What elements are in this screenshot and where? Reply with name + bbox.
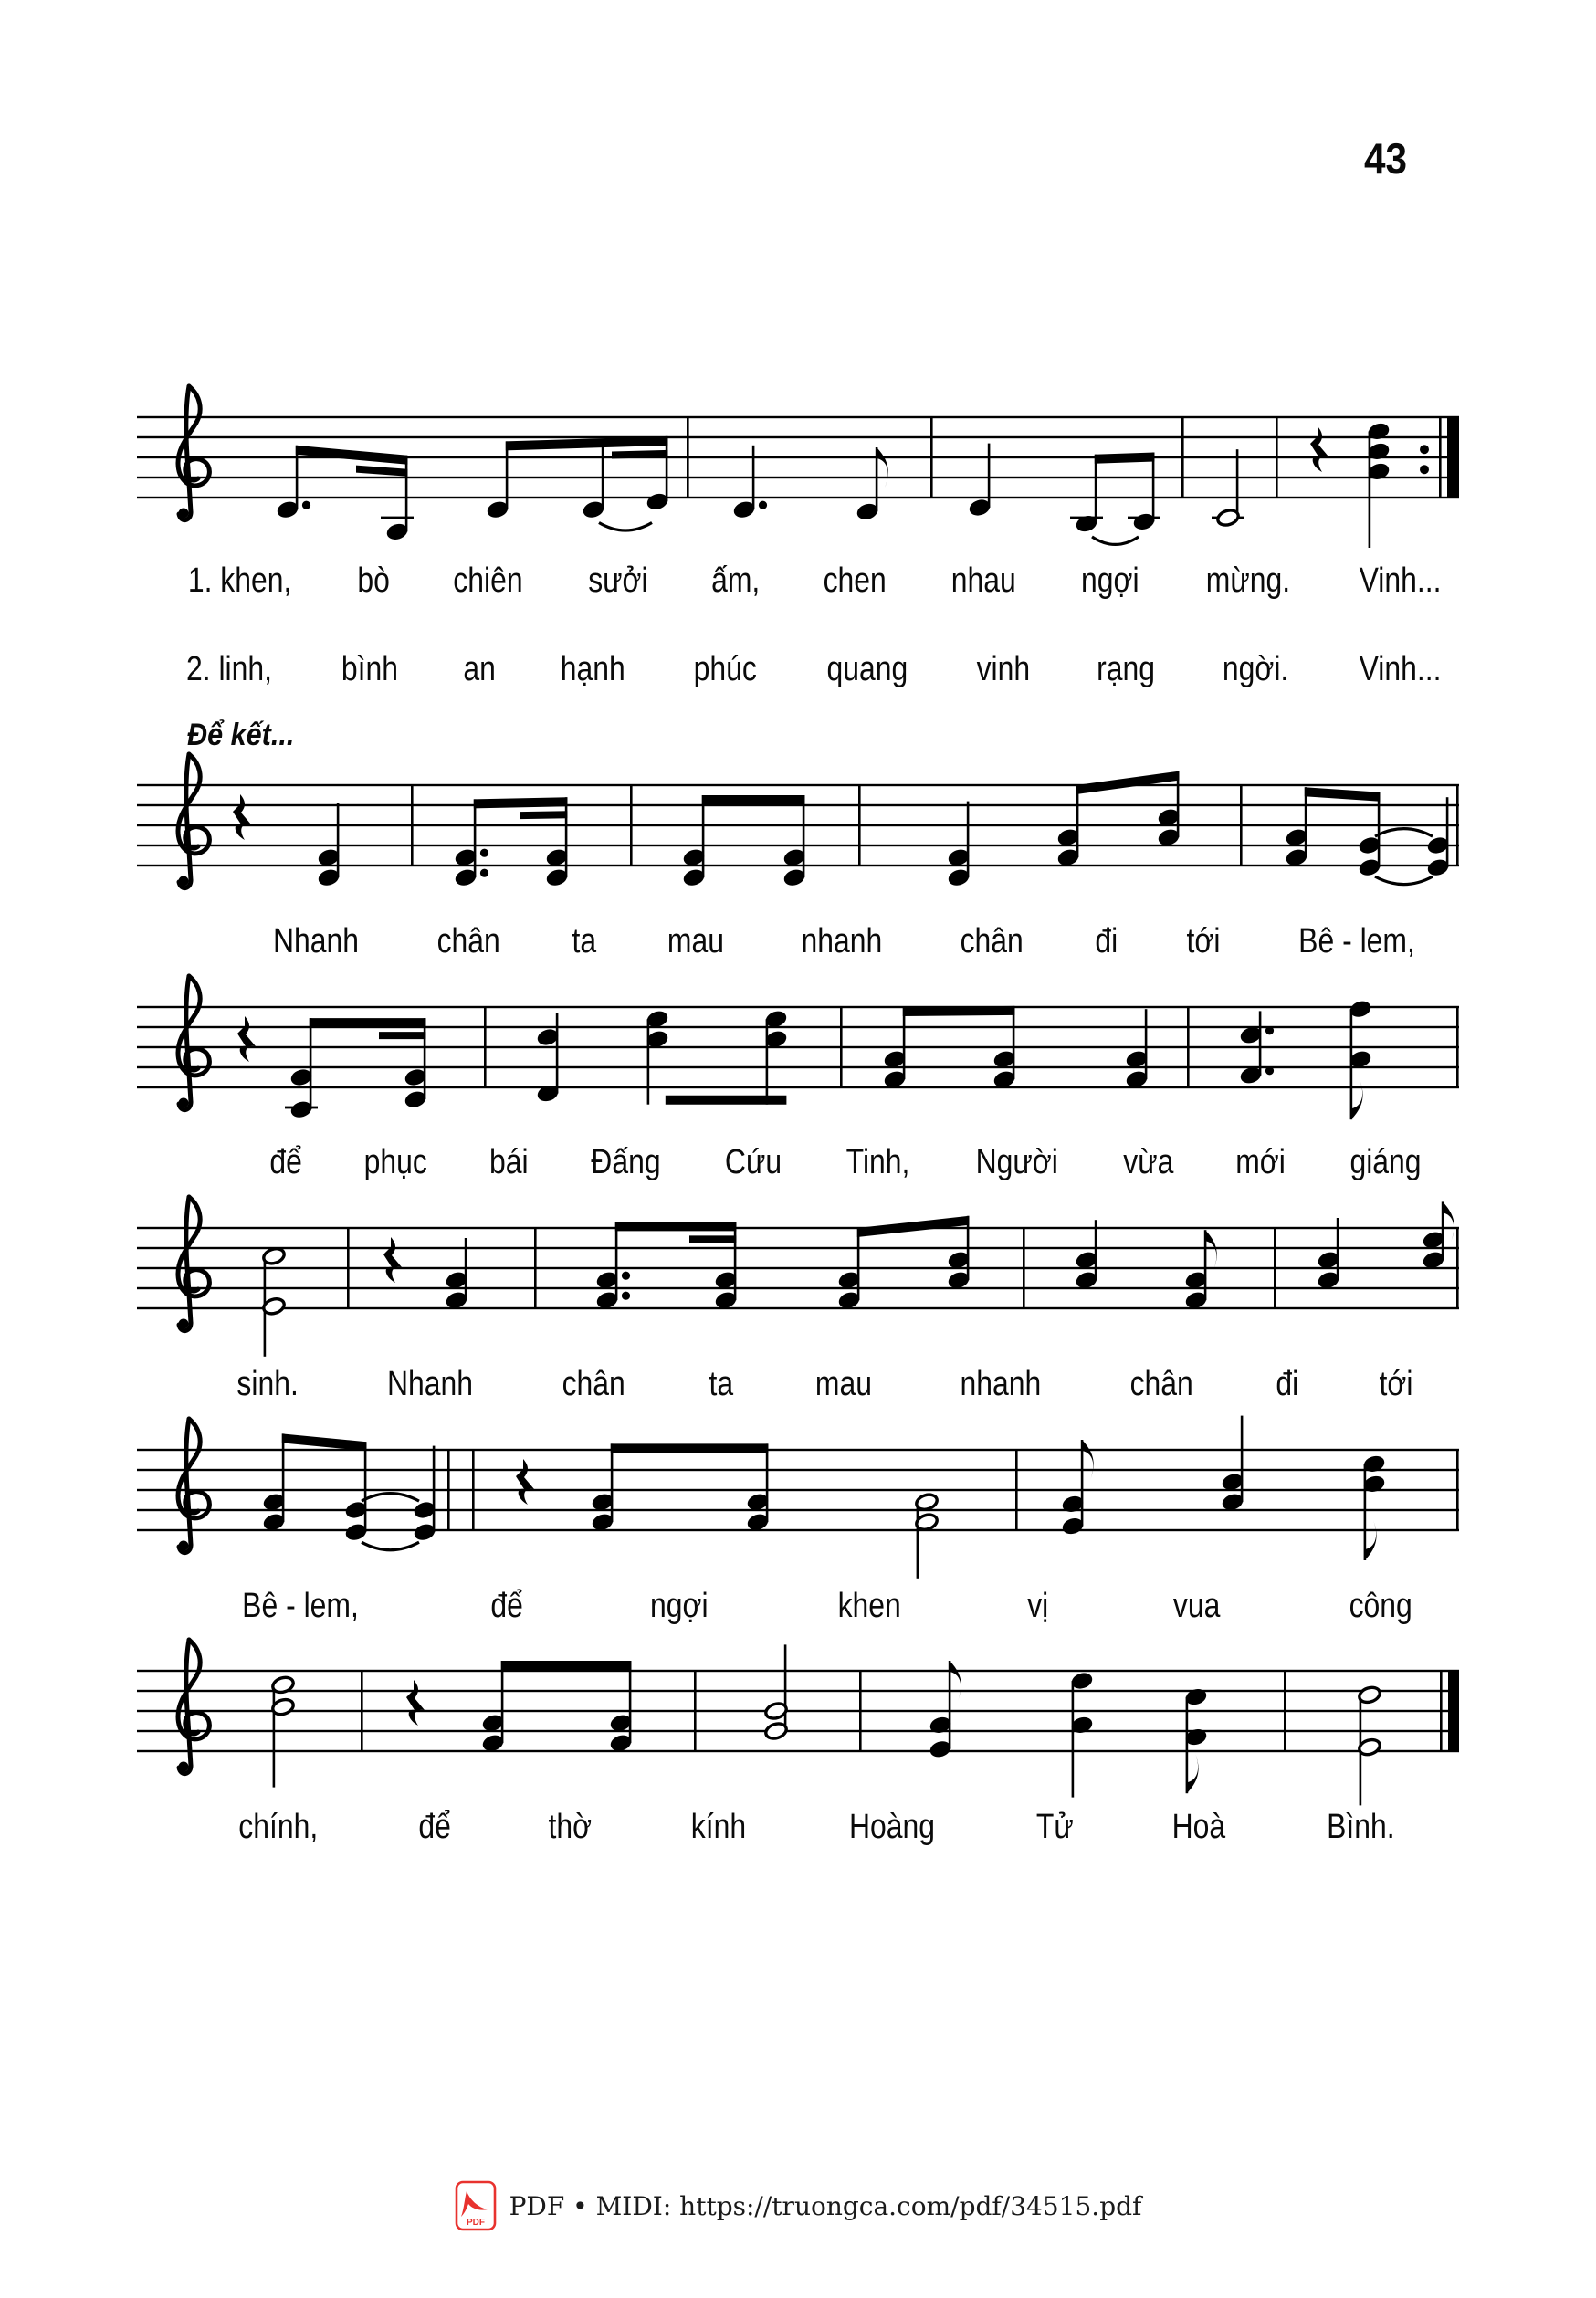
note-chord xyxy=(1056,785,1081,868)
lyric-syllable: Nhanh xyxy=(272,922,360,960)
lyric-syllable: vị xyxy=(1027,1587,1049,1625)
barline xyxy=(484,1007,487,1087)
barline xyxy=(411,785,414,866)
lyrics-line-verse-1 xyxy=(178,561,1449,601)
note xyxy=(1070,455,1103,534)
note-chord xyxy=(262,1433,287,1532)
barline xyxy=(534,1228,537,1308)
lyric-syllable: vinh xyxy=(976,650,1031,688)
beam xyxy=(310,1018,426,1039)
lyrics-line-verse-2 xyxy=(178,649,1449,689)
lyric-syllable: bái xyxy=(488,1143,529,1181)
barline xyxy=(1284,1671,1286,1751)
lyric-syllable: ấm, xyxy=(710,561,760,600)
barline xyxy=(347,1228,350,1308)
lyric-syllable: quang xyxy=(826,650,908,688)
beam xyxy=(702,795,805,804)
beam xyxy=(296,446,408,477)
lyric-syllable: chiên xyxy=(452,561,523,600)
beam xyxy=(611,1443,769,1453)
barline xyxy=(1276,417,1278,498)
tie xyxy=(362,1494,419,1502)
lyric-syllable: Hoà xyxy=(1171,1808,1226,1846)
barline xyxy=(1274,1228,1276,1308)
lyric-syllable: kính xyxy=(690,1808,746,1846)
lyric-syllable: để xyxy=(418,1808,451,1846)
music-system-3 xyxy=(137,934,1459,1171)
note-chord xyxy=(1285,787,1309,867)
footer xyxy=(0,2180,1596,2231)
music-system-2 xyxy=(137,712,1459,950)
lyric-syllable: chân xyxy=(436,922,500,960)
barline xyxy=(694,1671,697,1751)
note-chord xyxy=(1125,1009,1150,1089)
beam xyxy=(857,1216,970,1237)
note-chord xyxy=(782,795,807,888)
beam xyxy=(1305,787,1381,802)
lyrics-line-refrain-1 xyxy=(265,921,1426,961)
lyric-syllable: phục xyxy=(363,1143,427,1181)
beam xyxy=(501,1661,632,1670)
music-system-4 xyxy=(137,1155,1459,1392)
footer-link[interactable]: PDF • MIDI: https://truongca.com/pdf/34515.pdf xyxy=(509,2190,1142,2221)
note-chord xyxy=(837,1228,862,1311)
lyric-syllable: Tinh, xyxy=(845,1143,910,1181)
lyric-syllable: Cứu xyxy=(725,1143,782,1181)
lyric-syllable: giáng xyxy=(1349,1143,1422,1181)
barline xyxy=(840,1007,843,1087)
lyric-syllable: sinh. xyxy=(236,1365,299,1403)
barline xyxy=(1023,1228,1025,1308)
note-chord xyxy=(714,1222,739,1310)
tie xyxy=(599,523,652,531)
treble-clef-icon xyxy=(178,754,209,888)
tie xyxy=(362,1542,419,1550)
lyric-syllable: ta xyxy=(709,1365,733,1403)
note-chord xyxy=(883,1007,908,1090)
note-chord xyxy=(285,1018,318,1119)
note-chord xyxy=(344,1442,369,1542)
lyric-syllable: chân xyxy=(960,922,1024,960)
lyric-syllable: Bình. xyxy=(1327,1808,1395,1846)
note-chord xyxy=(746,1443,771,1532)
lyric-syllable: sưởi xyxy=(587,561,648,600)
note-chord xyxy=(609,1661,634,1754)
quarter-rest xyxy=(383,1237,402,1283)
barline xyxy=(1015,1450,1018,1530)
lyric-syllable: Người xyxy=(976,1143,1059,1181)
note xyxy=(1212,449,1244,528)
beam xyxy=(903,1006,1015,1016)
note xyxy=(856,447,888,522)
lyric-syllable: tới xyxy=(1186,922,1221,960)
lyric-syllable: vừa xyxy=(1123,1143,1174,1181)
barline xyxy=(361,1671,363,1751)
note-chord xyxy=(1367,421,1391,548)
lyric-syllable: ngợi xyxy=(650,1587,709,1625)
lyric-syllable: mới xyxy=(1235,1143,1286,1181)
quarter-rest xyxy=(1310,426,1328,472)
beam xyxy=(506,436,668,459)
quarter-rest xyxy=(516,1459,534,1505)
lyric-syllable: ta xyxy=(572,922,597,960)
music-system-6 xyxy=(137,1598,1459,1835)
lyric-syllable: bình xyxy=(341,650,399,688)
lyric-syllable: Hoàng xyxy=(848,1808,935,1846)
barline xyxy=(630,785,633,866)
note xyxy=(1128,453,1160,532)
treble-clef-icon xyxy=(178,386,209,520)
barline xyxy=(1456,1228,1459,1308)
music-system-5 xyxy=(137,1377,1459,1614)
lyric-syllable: Bê - lem, xyxy=(242,1587,359,1625)
lyric-syllable: vua xyxy=(1172,1587,1221,1625)
lyric-syllable: Đấng xyxy=(591,1143,661,1181)
note-chord xyxy=(545,797,570,887)
note-chord xyxy=(1075,1220,1099,1290)
note-chord xyxy=(262,1246,287,1357)
treble-clef-icon xyxy=(178,1640,209,1774)
lyric-syllable: mau xyxy=(667,922,725,960)
note-chord xyxy=(764,1009,789,1105)
lyric-syllable: 1. khen, xyxy=(187,561,292,600)
lyric-syllable: đi xyxy=(1095,922,1118,960)
note xyxy=(968,444,992,519)
beam xyxy=(1095,453,1155,464)
quarter-rest xyxy=(233,794,251,840)
staff-lines xyxy=(137,1227,1459,1309)
note-chord xyxy=(1358,1685,1382,1806)
lyric-syllable: nhanh xyxy=(960,1365,1042,1403)
lyrics-line-refrain-5 xyxy=(231,1807,1402,1847)
lyric-syllable: rạng xyxy=(1097,650,1155,688)
note-chord xyxy=(915,1492,940,1578)
lyric-syllable: tới xyxy=(1379,1365,1413,1403)
lyrics-line-refrain-3 xyxy=(231,1364,1416,1404)
lyrics-line-refrain-2 xyxy=(267,1142,1428,1182)
tie xyxy=(1092,537,1139,545)
barline xyxy=(1456,1450,1459,1530)
lyric-syllable: chân xyxy=(1129,1365,1193,1403)
note-chord xyxy=(595,1222,631,1310)
lyric-syllable: ngợi xyxy=(1081,561,1139,600)
lyric-syllable: chân xyxy=(562,1365,626,1403)
beam xyxy=(1076,771,1180,794)
quarter-rest xyxy=(406,1680,425,1726)
quarter-rest xyxy=(237,1016,256,1062)
note-chord xyxy=(1070,1671,1095,1798)
note xyxy=(646,436,670,512)
pdf-file-icon[interactable] xyxy=(455,2180,497,2231)
barline xyxy=(1456,1007,1459,1087)
lyric-syllable: mừng. xyxy=(1205,561,1290,600)
note-chord xyxy=(1349,999,1373,1119)
lyric-syllable: nhanh xyxy=(801,922,883,960)
lyric-syllable: hạnh xyxy=(561,650,626,688)
note-chord xyxy=(1221,1416,1245,1513)
lyric-syllable: an xyxy=(463,650,496,688)
lyric-syllable: để xyxy=(490,1587,524,1625)
barline xyxy=(1240,785,1243,866)
staff-lines xyxy=(137,1449,1459,1531)
coda-label: Để kết... xyxy=(187,718,295,752)
lyric-syllable: công xyxy=(1349,1587,1412,1625)
lyric-syllable: Vinh... xyxy=(1359,650,1442,688)
lyric-syllable: Nhanh xyxy=(387,1365,474,1403)
barline xyxy=(472,1450,475,1530)
lyric-syllable: Vinh... xyxy=(1359,561,1442,600)
barline xyxy=(858,785,861,866)
barline xyxy=(1181,417,1184,498)
note-chord xyxy=(764,1644,789,1740)
lyric-syllable: mau xyxy=(815,1365,873,1403)
lyric-syllable: khen xyxy=(837,1587,902,1625)
note-chord xyxy=(413,1446,437,1543)
music-system-1 xyxy=(137,344,1459,582)
note-chord xyxy=(1239,1011,1275,1086)
lyric-syllable: Tử xyxy=(1036,1808,1074,1846)
note xyxy=(582,439,606,519)
note-chord xyxy=(591,1443,615,1532)
staff-lines xyxy=(137,1670,1459,1752)
lyric-syllable: phúc xyxy=(693,650,757,688)
lyrics-line-refrain-4 xyxy=(231,1586,1418,1626)
tie xyxy=(1375,876,1433,885)
lyric-syllable: đi xyxy=(1276,1365,1299,1403)
lyric-syllable: ngời. xyxy=(1223,650,1289,688)
note-chord xyxy=(1184,1686,1209,1793)
beam xyxy=(282,1433,367,1451)
note-chord xyxy=(1061,1440,1094,1537)
svg-text:PDF: PDF xyxy=(466,2218,485,2228)
note-chord xyxy=(682,795,707,888)
note-chord xyxy=(481,1661,506,1754)
barline xyxy=(1456,785,1459,866)
lyric-syllable: thờ xyxy=(548,1808,592,1846)
barline xyxy=(1187,1007,1190,1087)
barline xyxy=(930,417,933,498)
lyric-syllable: chen xyxy=(823,561,887,600)
lyric-syllable: Bê - lem, xyxy=(1298,922,1415,960)
note-chord xyxy=(646,1009,670,1105)
treble-clef-icon xyxy=(178,1197,209,1331)
beam xyxy=(474,797,568,819)
barline xyxy=(859,1671,862,1751)
lyric-syllable: chính, xyxy=(238,1808,319,1846)
note-chord xyxy=(1422,1201,1454,1270)
beam xyxy=(615,1222,737,1243)
barline xyxy=(687,417,689,498)
tie xyxy=(1375,829,1433,837)
note-chord xyxy=(454,799,489,887)
beam xyxy=(666,1096,787,1105)
note xyxy=(486,441,510,519)
lyric-syllable: nhau xyxy=(951,561,1017,600)
lyric-syllable: để xyxy=(269,1143,302,1181)
treble-clef-icon xyxy=(178,1419,209,1553)
note-chord xyxy=(1184,1230,1217,1310)
lyric-syllable: bò xyxy=(357,561,391,600)
page-number: 43 xyxy=(1364,134,1408,183)
note-chord xyxy=(1426,797,1451,877)
barline xyxy=(447,1450,450,1530)
lyric-syllable: 2. linh, xyxy=(185,650,273,688)
treble-clef-icon xyxy=(178,976,209,1110)
